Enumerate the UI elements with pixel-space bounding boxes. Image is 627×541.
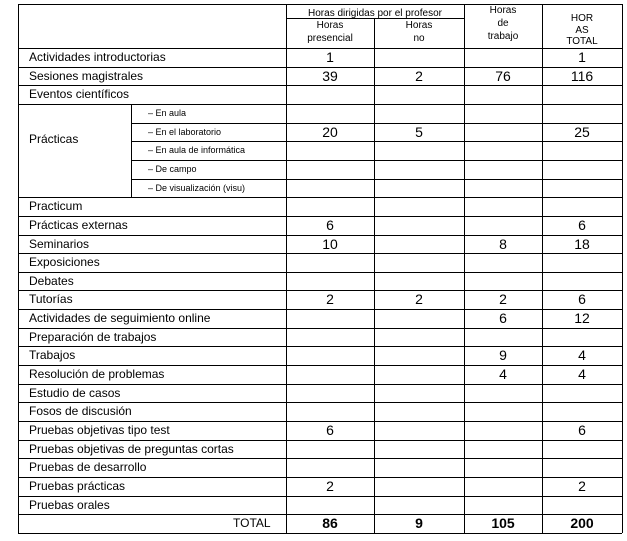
cell-presencial: 10 — [322, 235, 338, 252]
header-total-line2: AS — [575, 25, 589, 36]
cell-total: 4 — [578, 347, 586, 364]
cell-no: 2 — [415, 291, 423, 308]
total-presencial: 86 — [322, 515, 338, 532]
activity-label: Pruebas objetivas tipo test — [29, 423, 170, 437]
cell-trabajo: 2 — [499, 291, 507, 308]
grid-line — [18, 458, 622, 459]
grid-line — [18, 365, 622, 366]
activity-label: Pruebas prácticas — [29, 478, 126, 493]
practicas-subitem: – De campo — [148, 163, 197, 174]
grid-line — [18, 272, 622, 273]
cell-total: 1 — [578, 49, 586, 65]
grid-line — [18, 104, 622, 105]
grid-line — [18, 197, 622, 198]
header-trabajo-line3: trabajo — [487, 31, 519, 42]
grid-line — [131, 179, 622, 180]
header-trabajo-line2: de — [497, 18, 509, 29]
grid-line — [18, 440, 622, 441]
cell-total: 6 — [578, 216, 586, 233]
practicas-subitem: – En aula de informática — [148, 145, 246, 156]
header-total-line1: HOR — [570, 13, 594, 24]
activity-label: Trabajos — [29, 348, 76, 363]
cell-no: 5 — [415, 123, 423, 140]
cell-total: 25 — [574, 123, 590, 140]
grid-line — [18, 346, 622, 347]
practicas-label: Prácticas — [29, 132, 79, 146]
grid-line — [18, 48, 622, 49]
cell-no: 2 — [415, 67, 423, 84]
cell-presencial: 39 — [322, 67, 338, 84]
activity-label: Pruebas orales — [29, 497, 110, 512]
cell-total: 2 — [578, 477, 586, 494]
header-total-line3: TOTAL — [566, 36, 598, 47]
cell-trabajo: 76 — [495, 67, 511, 84]
grid-line — [131, 160, 622, 161]
activity-label: Exposiciones — [29, 255, 100, 270]
grid-line — [18, 216, 622, 217]
practicas-subitem: – En el laboratorio — [148, 126, 222, 137]
cell-total: 12 — [574, 310, 590, 327]
practicas-subitem: – De visualización (visu) — [148, 182, 246, 193]
activity-label: Fosos de discusión — [29, 404, 132, 419]
grid-line — [464, 4, 465, 533]
grid-line — [131, 104, 132, 197]
header-presencial-line2: presencial — [307, 33, 353, 44]
practicas-subitem: – En aula — [148, 107, 187, 118]
cell-total: 6 — [578, 422, 586, 438]
grid-line — [18, 533, 622, 534]
cell-trabajo: 6 — [499, 310, 507, 327]
grid-line — [18, 514, 622, 515]
activity-label: Practicum — [29, 199, 83, 214]
header-presencial-line1: Horas — [316, 20, 344, 31]
activity-label: Debates — [29, 273, 74, 288]
grid-line — [18, 421, 622, 422]
grid-line — [18, 4, 19, 533]
activity-label: Actividades introductorias — [29, 50, 166, 64]
grid-line — [18, 4, 622, 5]
cell-trabajo: 4 — [499, 366, 507, 383]
cell-presencial: 20 — [322, 123, 338, 140]
activity-label: Preparación de trabajos — [29, 329, 157, 344]
hours-table — [18, 4, 622, 534]
cell-presencial: 6 — [326, 216, 334, 233]
cell-total: 6 — [578, 291, 586, 308]
grid-line — [18, 477, 622, 478]
cell-presencial: 1 — [326, 49, 334, 65]
activity-label: Actividades de seguimiento online — [29, 311, 211, 326]
grid-line — [374, 18, 375, 533]
grid-line — [18, 235, 622, 236]
grid-line — [18, 67, 622, 68]
grid-line — [18, 384, 622, 385]
cell-trabajo: 8 — [499, 235, 507, 252]
activity-label: Pruebas de desarrollo — [29, 460, 147, 475]
grid-line — [18, 496, 622, 497]
grid-line — [131, 123, 622, 124]
grid-line — [18, 402, 622, 403]
activity-label: Pruebas objetivas de preguntas cortas — [29, 441, 234, 456]
header-group-label: Horas dirigidas por el profesor — [308, 8, 442, 19]
total-total: 200 — [570, 515, 594, 532]
grid-line — [622, 4, 623, 533]
activity-label: Seminarios — [29, 236, 90, 251]
grid-line — [18, 290, 622, 291]
grid-line — [18, 85, 622, 86]
cell-presencial: 2 — [326, 477, 334, 494]
grid-line — [18, 328, 622, 329]
header-no-line2: no — [413, 33, 425, 44]
grid-line — [18, 309, 622, 310]
grid-line — [286, 4, 287, 533]
grid-line — [542, 4, 543, 533]
cell-total: 18 — [574, 235, 590, 252]
activity-label: Eventos científicos — [29, 87, 130, 102]
total-label: TOTAL — [233, 516, 271, 531]
cell-total: 116 — [570, 67, 594, 84]
activity-label: Estudio de casos — [29, 385, 121, 400]
cell-trabajo: 9 — [499, 347, 507, 364]
cell-total: 4 — [578, 366, 586, 383]
activity-label: Prácticas externas — [29, 217, 128, 232]
header-no-line1: Horas — [405, 20, 433, 31]
total-trabajo: 105 — [491, 515, 515, 532]
grid-line — [18, 253, 622, 254]
header-trabajo-line1: Horas — [489, 5, 517, 16]
cell-presencial: 2 — [326, 291, 334, 308]
activity-label: Sesiones magistrales — [29, 68, 144, 83]
grid-line — [131, 141, 622, 142]
cell-presencial: 6 — [326, 422, 334, 438]
activity-label: Resolución de problemas — [29, 367, 165, 382]
activity-label: Tutorías — [29, 292, 73, 307]
total-no: 9 — [415, 515, 423, 532]
